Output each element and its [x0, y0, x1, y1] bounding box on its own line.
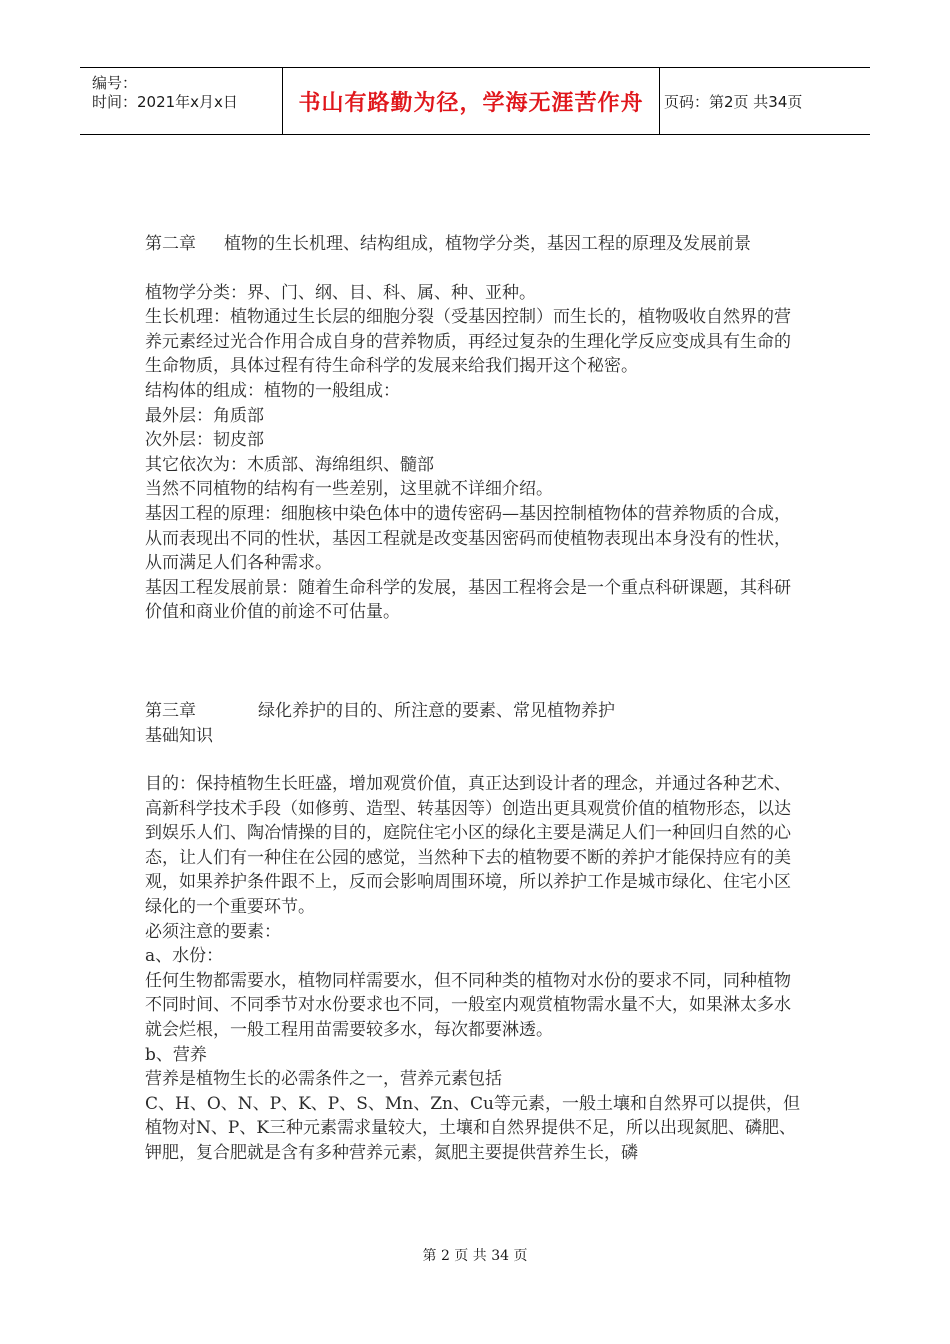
header-motto: 书山有路勤为径，学海无涯苦作舟 — [282, 68, 660, 134]
paragraph: b、营养 — [145, 1044, 207, 1065]
paragraph: 植物学分类：界、门、纲、目、科、属、种、亚种。 — [145, 282, 536, 303]
paragraph: 其它依次为：木质部、海绵组织、髓部 — [145, 454, 434, 475]
chapter-3-paragraphs — [145, 772, 805, 1166]
header-meta — [92, 74, 282, 112]
paragraph: 结构体的组成：植物的一般组成： — [145, 380, 400, 401]
paragraph: 目的：保持植物生长旺盛，增加观赏价值，真正达到设计者的理念，并通过各种艺术、高新科学技术手段（如修剪、造型、转基因等）创造出更具观赏价值的植物形态，以达到娱乐人们、陶冶情操的目的，庭院住宅小区的绿化主要是满足人们一种回归自然的心态，让人们有一种住在公园的感觉，当然种下去的植物要不断的养护才能保持应有的美观，如果养护条件跟不上，反而会影响周围环境，所以养护工作是城市绿化、住宅小区绿化的一个重要环节。 — [145, 774, 791, 918]
paragraph: 基因工程的原理：细胞核中染色体中的遗传密码—基因控制植物体的营养物质的合成，从而表现出不同的性状，基因工程就是改变基因密码而使植物表现出本身没有的性状，从而满足人们各种需求。 — [145, 503, 791, 574]
chapter-3-heading-line2: 基础知识 — [145, 725, 213, 746]
document-date-label: 时间：2021年x月x日 — [92, 93, 238, 111]
paragraph: 生长机理：植物通过生长层的细胞分裂（受基因控制）而生长的，植物吸收自然界的营养元素经过光合作用合成自身的营养物质，再经过复杂的生理化学反应变成具有生命的生命物质，具体过程有待生命科学的发展来给我们揭开这个秘密。 — [145, 307, 791, 377]
chapter-3-title — [145, 699, 805, 748]
chapter-2-paragraphs — [145, 281, 805, 625]
paragraph: 任何生物都需要水，植物同样需要水，但不同种类的植物对水份的要求不同，同种植物不同时间、不同季节对水份要求也不同，一般室内观赏植物需水量不大，如果淋太多水就会烂根，一般工程用苗需要较多水，每次都要淋透。 — [145, 970, 791, 1041]
paragraph: 次外层：韧皮部 — [145, 430, 264, 451]
paragraph: C、H、O、N、P、K、P、S、Mn、Zn、Cu等元素，一般土壤和自然界可以提供，但植物对N、P、K三种元素需求量较大，土壤和自然界提供不足，所以出现氮肥、磷肥、钾肥，复合肥就是含有多种营养元素，氮肥主要提供营养生长，磷 — [145, 1093, 800, 1163]
page-header — [80, 67, 870, 135]
chapter-2-title — [145, 232, 805, 257]
paragraph: 基因工程发展前景：随着生命科学的发展，基因工程将会是一个重点科研课题，其科研价值和商业价值的前途不可估量。 — [145, 577, 791, 623]
paragraph: 当然不同植物的结构有一些差别，这里就不详细介绍。 — [145, 479, 553, 500]
paragraph: 营养是植物生长的必需条件之一，营养元素包括 — [145, 1069, 502, 1090]
chapter-2-number: 第二章 — [145, 234, 196, 254]
document-number-label: 编号： — [92, 74, 138, 92]
chapter-3-number: 第三章 — [145, 700, 196, 721]
header-page-label: 页码：第2页 共34页 — [664, 92, 803, 111]
chapter-3-heading-line1: 绿化养护的目的、所注意的要素、常见植物养护 — [258, 700, 615, 721]
paragraph: a、水份： — [145, 946, 224, 967]
paragraph: 必须注意的要素： — [145, 921, 281, 942]
document-body — [145, 232, 805, 1166]
page-footer: 第 2 页 共 34 页 — [422, 1248, 528, 1264]
paragraph: 最外层：角质部 — [145, 405, 264, 426]
chapter-2-heading: 植物的生长机理、结构组成，植物学分类，基因工程的原理及发展前景 — [224, 234, 751, 254]
